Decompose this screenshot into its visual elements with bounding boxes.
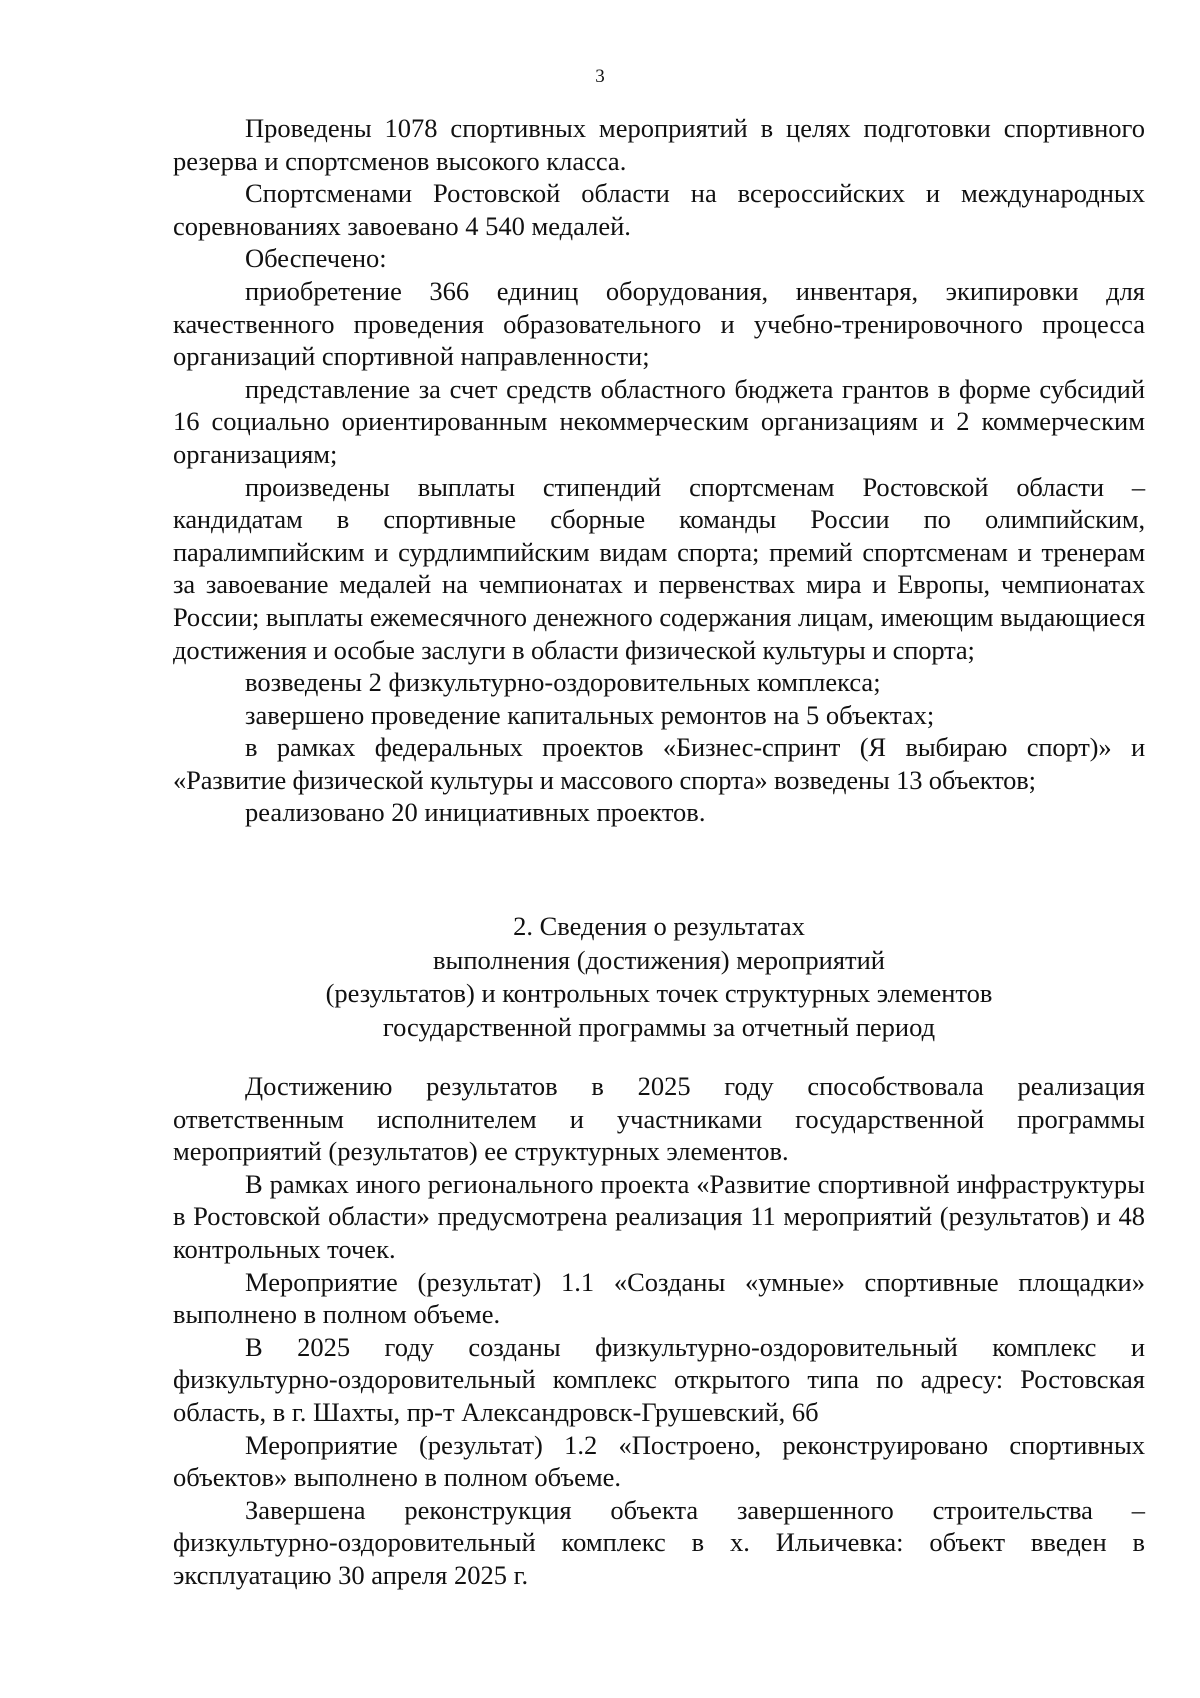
- section-2-heading-line: 2. Сведения о результатах: [513, 911, 805, 941]
- results-text: [173, 1070, 1145, 1592]
- section-2-heading-line: (результатов) и контрольных точек структурных элементов: [325, 978, 993, 1008]
- paragraph-sport-events: Проведены 1078 спортивных мероприятий в целях подготовки спортивного резерва и спортсменов высокого класса.: [173, 113, 1145, 176]
- paragraph-results-intro: Достижению результатов в 2025 году способствовала реализация ответственным исполнителем и участниками государственной программы мероприятий (результатов) ее структурных элементов.: [173, 1071, 1145, 1167]
- page-number: 3: [595, 66, 605, 87]
- paragraph-scholarships: произведены выплаты стипендий спортсменам Ростовской области – кандидатам в спортивные сборные команды России по олимпийским, паралимпийским и сурдлимпийским видам спорта; премий спортсменам и тренерам за завоевание медалей на чемпионатах и первенствах мира и Европы, чемпионатах России; выплаты ежемесячного денежного содержания лицам, имеющим выдающиеся достижения и особые заслуги в области физической культуры и спорта;: [173, 471, 1145, 665]
- paragraph-medals: Спортсменами Ростовской области на всероссийских и международных соревнованиях завоевано 4 540 медалей.: [173, 178, 1145, 241]
- section-2-heading-line: государственной программы за отчетный период: [382, 1011, 936, 1042]
- paragraph-regional-project: В рамках иного регионального проекта «Развитие спортивной инфраструктуры в Ростовской области» предусмотрена реализация 11 мероприятий (результатов) и 48 контрольных точек.: [173, 1168, 1145, 1264]
- paragraph-provided-intro: Обеспечено:: [245, 243, 387, 274]
- paragraph-result-1-2: Мероприятие (результат) 1.2 «Построено, реконструировано спортивных объектов» выполнено в полном объеме.: [173, 1429, 1145, 1493]
- paragraph-complexes-created: В 2025 году созданы физкультурно-оздоровительный комплекс и физкультурно-оздоровительный комплекс открытого типа по адресу: Ростовская область, в г. Шахты, пр-т Александровск-Грушевский, 6б: [173, 1331, 1145, 1427]
- paragraph-initiative-projects: реализовано 20 инициативных проектов.: [245, 797, 706, 828]
- paragraph-complexes-built: возведены 2 физкультурно-оздоровительных комплекса;: [245, 667, 881, 698]
- section-2-heading: [173, 910, 1145, 1044]
- section-2-heading-line: выполнения (достижения) мероприятий: [433, 944, 885, 975]
- paragraph-equipment: приобретение 366 единиц оборудования, инвентаря, экипировки для качественного проведения образовательного и учебно-тренировочного процесса организаций спортивной направленности;: [173, 275, 1145, 372]
- paragraph-repairs: завершено проведение капитальных ремонтов на 5 объектах;: [245, 699, 935, 730]
- paragraph-result-1-1: Мероприятие (результат) 1.1 «Созданы «умные» спортивные площадки» выполнено в полном объеме.: [173, 1266, 1145, 1330]
- paragraph-federal-projects: в рамках федеральных проектов «Бизнес-спринт (Я выбираю спорт)» и «Развитие физической культуры и массового спорта» возведены 13 объектов;: [173, 732, 1145, 795]
- paragraph-reconstruction: Завершена реконструкция объекта завершенного строительства – физкультурно-оздоровительный комплекс в х. Ильичевка: объект введен в эксплуатацию 30 апреля 2025 г.: [173, 1494, 1145, 1590]
- paragraph-grants: представление за счет средств областного бюджета грантов в форме субсидий 16 социально ориентированным некоммерческим организациям и 2 коммерческим организациям;: [173, 373, 1145, 469]
- achievements-text: [173, 112, 1145, 829]
